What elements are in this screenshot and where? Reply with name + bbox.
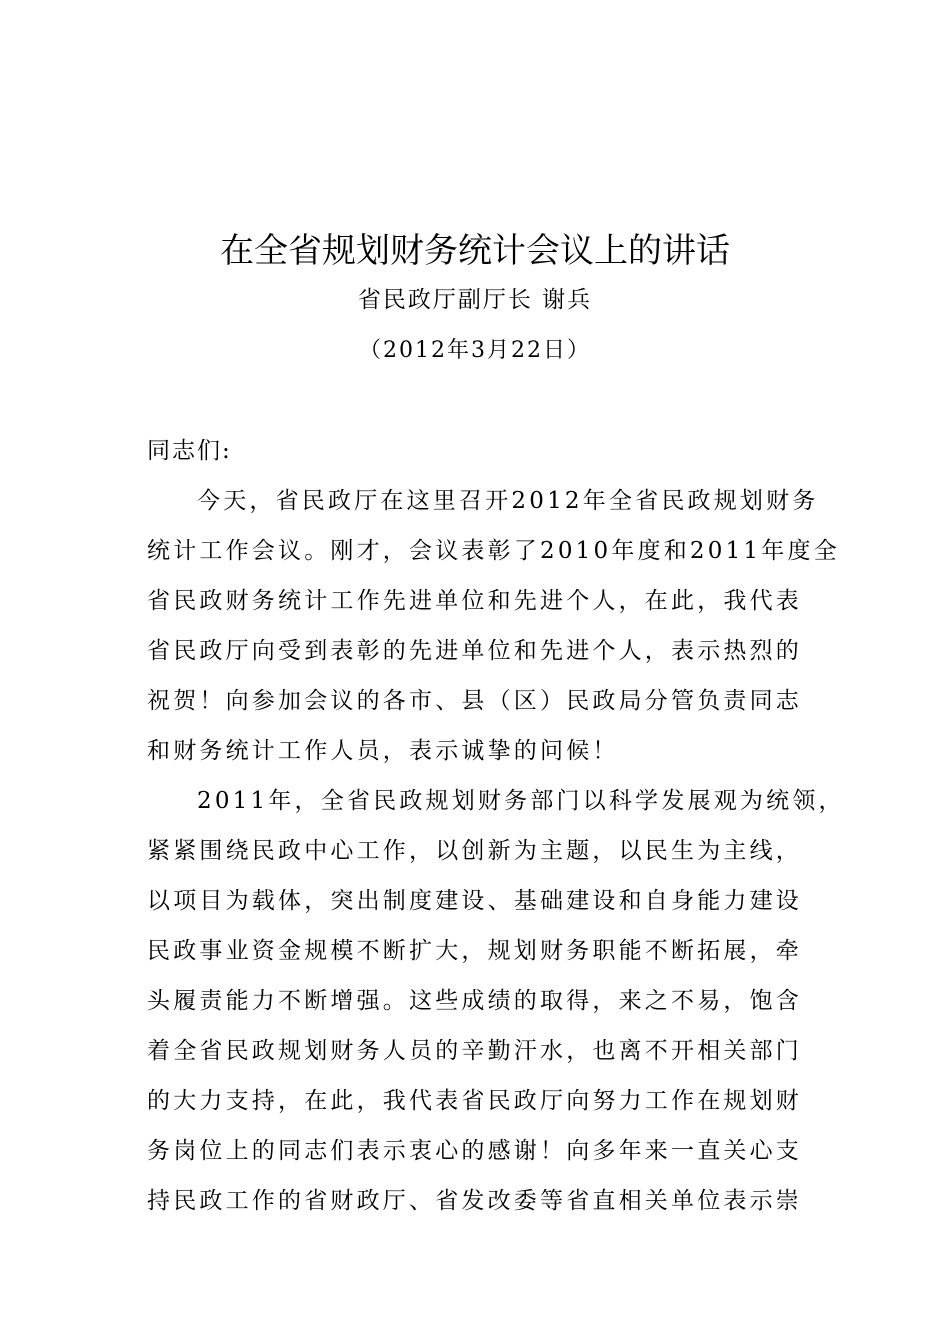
body-line: 以项目为载体，突出制度建设、基础建设和自身能力建设	[147, 888, 802, 914]
body-line: 祝贺！向参加会议的各市、县（区）民政局分管负责同志	[147, 688, 802, 714]
body-line: 着全省民政规划财务人员的辛勤汗水，也离不开相关部门	[147, 1038, 802, 1064]
body-line: 今天，省民政厅在这里召开2012年全省民政规划财务	[197, 488, 819, 514]
body-line: 紧紧围绕民政中心工作，以创新为主题，以民生为主线，	[147, 838, 802, 864]
date-line: （2012年3月22日）	[359, 338, 591, 363]
salutation: 同志们:	[147, 438, 232, 464]
body-line: 统计工作会议。刚才，会议表彰了2010年度和2011年度全	[147, 538, 840, 564]
body-line: 和财务统计工作人员，表示诚挚的问候！	[147, 738, 619, 764]
author-line: 省民政厅副厅长 谢兵	[357, 287, 593, 313]
body-line: 省民政厅向受到表彰的先进单位和先进个人，表示热烈的	[147, 638, 802, 664]
body-line: 省民政财务统计工作先进单位和先进个人，在此，我代表	[147, 588, 802, 614]
body-line: 2011年，全省民政规划财务部门以科学发展观为统领，	[197, 788, 845, 814]
body-line: 头履责能力不断增强。这些成绩的取得，来之不易，饱含	[147, 988, 802, 1014]
body-line: 务岗位上的同志们表示衷心的感谢！向多年来一直关心支	[147, 1138, 802, 1164]
body-line: 民政事业资金规模不断扩大，规划财务职能不断拓展，牵	[147, 938, 802, 964]
body-line: 持民政工作的省财政厅、省发改委等省直相关单位表示崇	[147, 1188, 802, 1214]
document-title: 在全省规划财务统计会议上的讲话	[220, 231, 730, 271]
body-line: 的大力支持，在此，我代表省民政厅向努力工作在规划财	[147, 1088, 802, 1114]
